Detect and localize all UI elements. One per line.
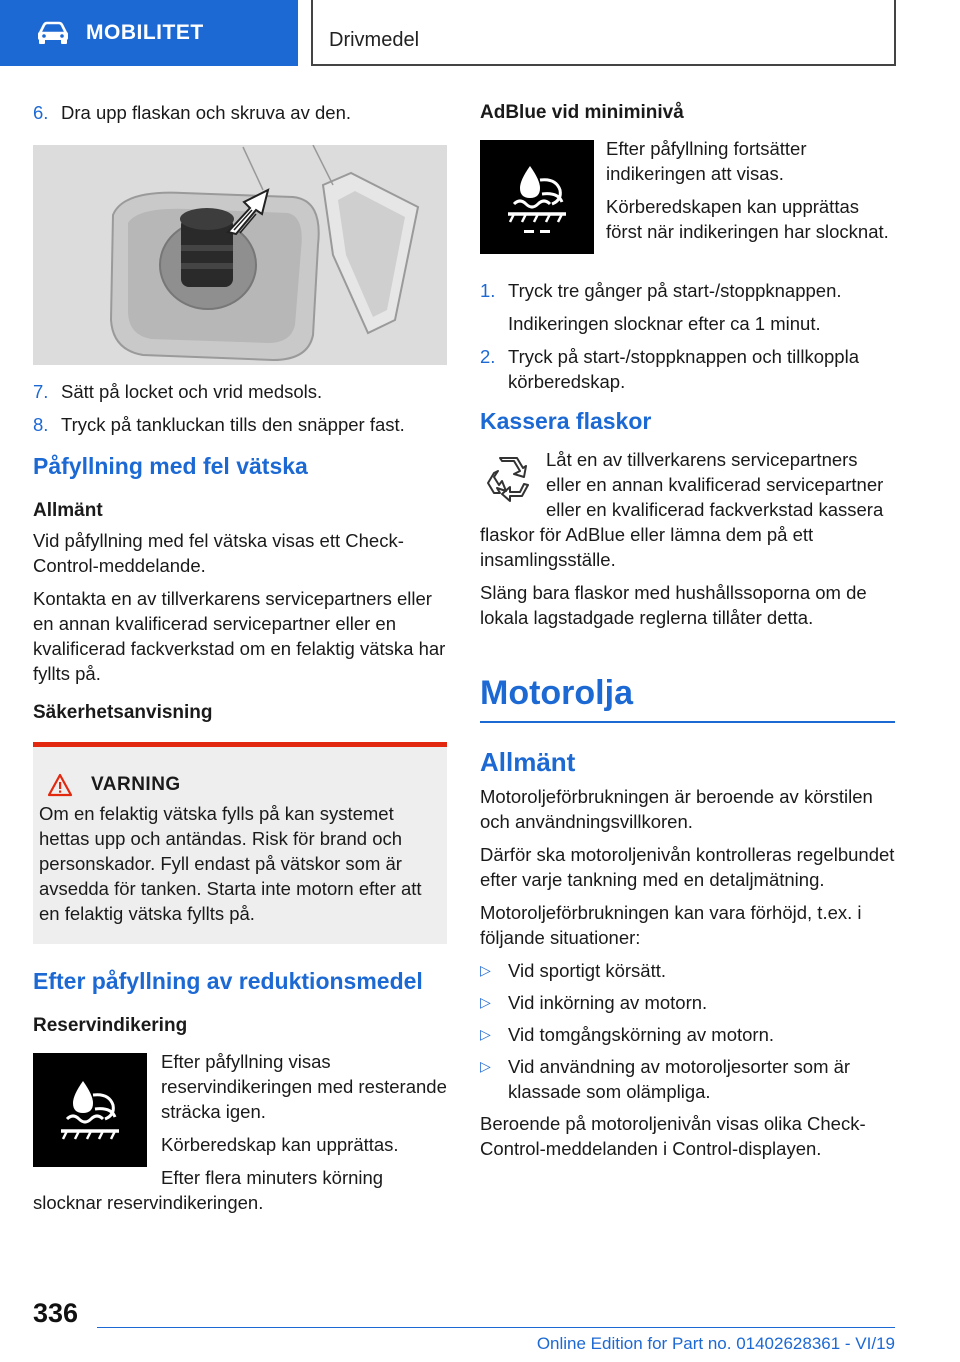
recycle-icon: [480, 453, 536, 509]
situation-list: [480, 958, 895, 1104]
heading-wrong-fluid: Påfyllning med fel vätska: [33, 453, 308, 479]
step-6: 6. Dra upp flaskan och skruva av den.: [33, 102, 351, 123]
step-1-note: Indikeringen slocknar efter ca 1 minut.: [508, 313, 821, 334]
step-2: 2. Tryck på start-/stoppknappen och tillkoppla körberedskap.: [480, 346, 859, 392]
bullet-marker: ▷: [480, 962, 491, 978]
edition-text: Online Edition for Part no. 01402628361 - VI/19: [536, 1334, 895, 1353]
bullet-marker: ▷: [480, 1026, 491, 1042]
paragraph: Därför ska motoroljenivån kontrolleras regelbundet efter varje tankning med en detaljmätning.: [480, 844, 895, 890]
chapter-title: Drivmedel: [311, 0, 896, 66]
paragraph: Efter påfyllning visas reservindikeringen med resterande sträcka igen.: [161, 1051, 447, 1122]
subheading-reserve: Reservindikering: [33, 1015, 188, 1036]
section-tab: [0, 0, 298, 66]
paragraph: Körberedskapen kan upprättas först när indikeringen har slocknat.: [606, 196, 889, 242]
paragraph: Körberedskap kan upprättas.: [161, 1134, 399, 1155]
car-icon: [36, 21, 70, 45]
subheading-minimum-level: AdBlue vid miniminivå: [480, 102, 684, 123]
heading-after-refill: Efter påfyllning av reduktionsmedel: [33, 968, 423, 994]
paragraph: Kontakta en av tillverkarens servicepartners eller en annan kvalificerad servicepartner eller en kvalificerad fackverkstad om en felaktig vätska har fyllts på.: [33, 588, 446, 684]
warning-box: [33, 742, 447, 944]
paragraph: Låt en av tillverkarens servicepartners eller en annan kvalificerad servicepartner eller en kvalificerad fackverkstad kassera flaskor för AdBlue eller lämna dem på ett insamlingsställe.: [480, 449, 884, 570]
section-title: MOBILITET: [86, 21, 204, 44]
warning-triangle-icon: [47, 773, 73, 797]
heading-general: Allmänt: [480, 747, 576, 777]
step-1: 1. Tryck tre gånger på start-/stoppknappen.: [480, 280, 842, 301]
right-column: [480, 100, 895, 1169]
list-item: ▷ Vid sportigt körsätt.: [480, 960, 667, 981]
paragraph: Släng bara flaskor med hushållssoporna om de lokala lagstadgade reglerna tillåter detta.: [480, 582, 867, 628]
paragraph: Efter påfyllning fortsätter indikeringen att visas.: [606, 138, 807, 184]
list-item: ▷ Vid användning av motoroljesorter som är klassade som olämpliga.: [480, 1056, 851, 1102]
warning-label: VARNING: [91, 774, 181, 795]
adblue-minimum-indicator-icon: [480, 140, 594, 254]
subheading-general: Allmänt: [33, 500, 103, 521]
list-item: ▷ Vid inkörning av motorn.: [480, 992, 708, 1013]
step-7: 7. Sätt på locket och vrid medsols.: [33, 381, 323, 402]
warning-text: Om en felaktig vätska fylls på kan systemet hettas upp och antändas. Risk för brand och personskador. Fyll endast på vätskor som är avsedda för tanken. Starta inte motorn efter att en felaktig vätska fyllts på.: [39, 803, 422, 924]
subheading-safety: Säkerhetsanvisning: [33, 702, 213, 723]
paragraph: Beroende på motoroljenivån visas olika Check-Control-meddelanden i Control-displayen.: [480, 1113, 866, 1159]
paragraph: Vid påfyllning med fel vätska visas ett Check-Control-meddelande.: [33, 530, 404, 576]
left-column: [33, 100, 447, 1223]
page-number: 336: [33, 1298, 79, 1328]
bullet-marker: ▷: [480, 994, 491, 1010]
bullet-marker: ▷: [480, 1058, 491, 1074]
adblue-reserve-indicator-icon: [33, 1053, 147, 1167]
section-title-engine-oil: Motorolja: [480, 674, 895, 723]
fuel-cap-photo: [33, 145, 447, 365]
fuel-cap-illustration: [33, 145, 447, 365]
footer-divider: [97, 1327, 895, 1328]
paragraph: Efter flera minuters körning slocknar reservindikeringen.: [33, 1167, 384, 1213]
list-item: ▷ Vid tomgångskörning av motorn.: [480, 1024, 775, 1045]
heading-dispose-bottles: Kassera flaskor: [480, 408, 652, 434]
step-8: 8. Tryck på tankluckan tills den snäpper fast.: [33, 414, 405, 435]
paragraph: Motoroljeförbrukningen kan vara förhöjd, t.ex. i följande situationer:: [480, 902, 862, 948]
paragraph: Motoroljeförbrukningen är beroende av körstilen och användningsvillkoren.: [480, 786, 873, 832]
